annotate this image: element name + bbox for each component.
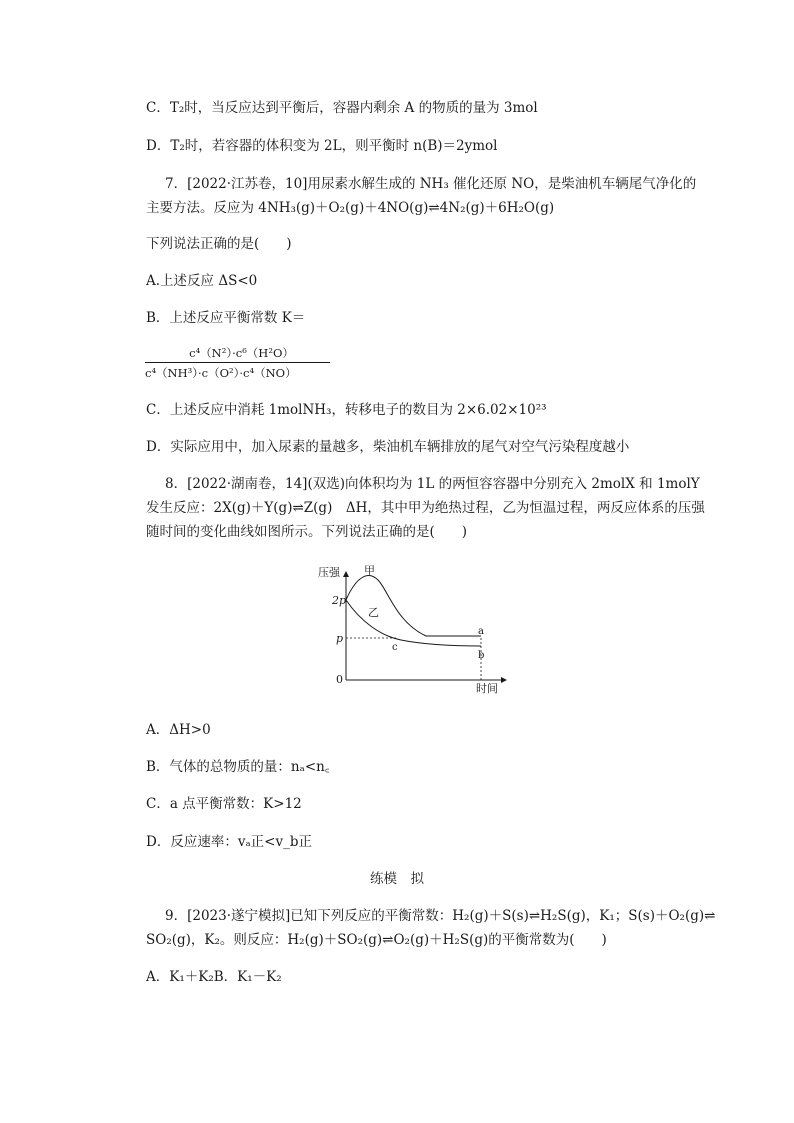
option-d-prev: D．T₂时，若容器的体积变为 2L，则平衡时 n(B)＝2ymol <box>146 138 498 154</box>
q7-option-c: C．上述反应中消耗 1molNH₃，转移电子的数目为 2×6.02×10²³ <box>146 402 547 418</box>
q9-stem-line1: 9．[2023·遂宁模拟]已知下列反应的平衡常数：H₂(g)＋S(s)⇌H₂S(g)，K₁；S(s)＋O₂(g)⇌ <box>165 908 716 924</box>
point-c-label: c <box>392 642 398 653</box>
q7-stem-line2: 主要方法。反应为 4NH₃(g)＋O₂(g)＋4NO(g)⇌4N₂(g)＋6H₂O(g) <box>146 200 555 216</box>
x-axis-label: 时间 <box>476 682 498 695</box>
q8-option-c: C．a 点平衡常数：K>12 <box>146 796 302 812</box>
origin-label: 0 <box>336 673 343 686</box>
q7-question: 下列说法正确的是( ) <box>146 236 292 252</box>
q7-option-b: B．上述反应平衡常数 K＝ <box>146 310 306 326</box>
q7-option-d: D．实际应用中，加入尿素的量越多，柴油机车辆排放的尾气对空气污染程度越小 <box>146 439 630 455</box>
equilibrium-constant-fraction <box>145 345 330 381</box>
tick-p: p <box>336 632 344 645</box>
curve-jia-label: 甲 <box>364 564 375 577</box>
q8-stem-line2: 发生反应：2X(g)＋Y(g)⇌Z(g) ΔH，其中甲为绝热过程，乙为恒温过程，两反应体系的压强 <box>146 500 705 516</box>
fraction-bar <box>145 362 330 363</box>
fraction-denominator: c⁴（NH³）·c（O²）·c⁴（NO） <box>145 366 297 380</box>
q9-option-ab: A．K₁＋K₂B．K₁－K₂ <box>146 969 282 985</box>
section-heading: 练模 拟 <box>370 871 424 887</box>
option-c-prev: C．T₂时，当反应达到平衡后，容器内剩余 A 的物质的量为 3mol <box>146 100 538 116</box>
tick-2p: 2p <box>332 594 347 607</box>
q7-stem-line1: 7．[2022·江苏卷，10]用尿素水解生成的 NH₃ 催化还原 NO，是柴油机车辆尾气净化的 <box>165 176 697 192</box>
curve-jia <box>346 576 481 636</box>
q8-stem-line1: 8．[2022·湖南卷，14](双选)向体积均为 1L 的两恒容容器中分别充入 2molX 和 1molY <box>165 476 700 492</box>
fraction-numerator: c⁴（N²）·c⁶（H²O） <box>189 346 294 360</box>
point-a-label: a <box>478 626 484 637</box>
pressure-time-figure <box>316 562 516 697</box>
q8-stem-line3: 随时间的变化曲线如图所示。下列说法正确的是( ) <box>146 524 468 540</box>
point-b-label: b <box>478 650 485 661</box>
curve-yi <box>346 600 481 646</box>
q8-option-a: A．ΔH>0 <box>146 722 211 738</box>
q7-option-a: A.上述反应 ΔS<0 <box>146 273 258 289</box>
q9-stem-line2: SO₂(g)，K₂。则反应：H₂(g)＋SO₂(g)⇌O₂(g)＋H₂S(g)的平衡常数为( ) <box>146 932 607 948</box>
y-axis-label: 压强 <box>318 566 340 579</box>
q8-option-d: D．反应速率：vₐ正<v_b正 <box>146 834 312 850</box>
curve-yi-label: 乙 <box>368 606 379 619</box>
q8-option-b: B．气体的总物质的量：nₐ<n꜀ <box>146 759 330 775</box>
